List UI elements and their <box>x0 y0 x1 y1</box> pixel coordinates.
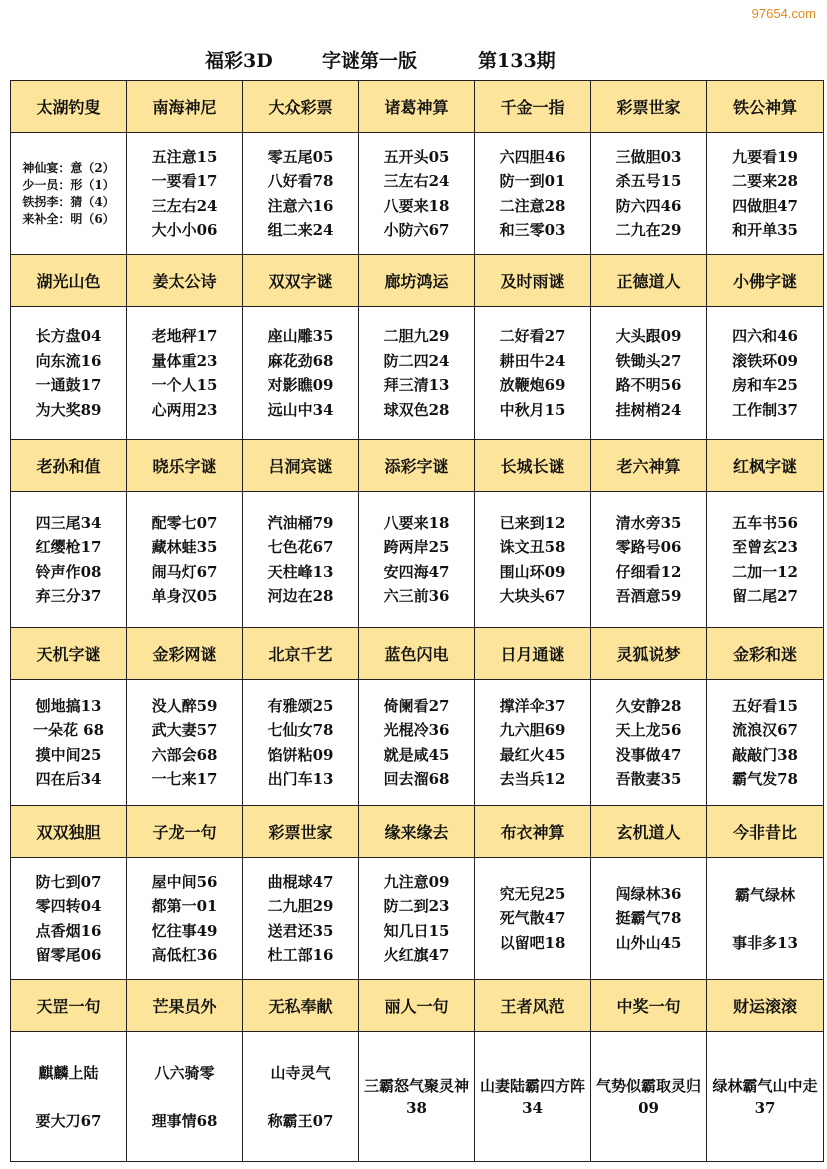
content-row <box>11 492 824 628</box>
riddle-line: 摸中间25 <box>35 745 102 764</box>
riddle-line: 汽油桶79 <box>267 513 334 532</box>
column-header: 南海神尼 <box>127 81 243 133</box>
riddle-line: 挺霸气78 <box>615 909 682 928</box>
riddle-line: 一要看17 <box>151 172 218 190</box>
column-header: 中奖一句 <box>591 980 707 1032</box>
riddle-line: 七仙女78 <box>267 721 334 739</box>
riddle-line: 回去溜68 <box>383 770 450 788</box>
riddle-line: 二好看27 <box>499 327 566 345</box>
riddle-line: 留零尾06 <box>35 946 102 964</box>
title-issue: 第133期 <box>478 50 556 72</box>
riddle-cell <box>591 492 707 628</box>
riddle-line: 老地秤17 <box>151 327 218 345</box>
riddle-line: 河边在28 <box>267 587 334 605</box>
riddle-line: 留二尾27 <box>732 587 798 605</box>
column-header: 红枫字谜 <box>707 440 824 492</box>
riddle-cell <box>359 680 475 806</box>
riddle-line: 二要来28 <box>732 172 798 190</box>
riddle-line: 究无兒25 <box>499 884 566 903</box>
riddle-line: 九六胆69 <box>499 721 566 739</box>
riddle-cell <box>707 858 824 980</box>
riddle-cell <box>127 307 243 440</box>
riddle-line: 送君还35 <box>267 921 334 940</box>
riddle-line: 麻花劲68 <box>267 351 334 370</box>
column-header: 湖光山色 <box>11 255 127 307</box>
column-header: 芒果员外 <box>127 980 243 1032</box>
riddle-line: 忆往事49 <box>151 921 218 940</box>
riddle-cell <box>243 492 359 628</box>
riddle-line: 组二来24 <box>267 221 334 239</box>
riddle-line: 一通鼓17 <box>35 376 102 394</box>
column-header: 铁公神算 <box>707 81 824 133</box>
column-header: 晓乐字谜 <box>127 440 243 492</box>
riddle-line: 刨地搞13 <box>35 696 102 715</box>
riddle-cell <box>475 680 591 806</box>
column-header: 正德道人 <box>591 255 707 307</box>
riddle-line: 撑洋伞37 <box>499 696 566 715</box>
riddle-line: 去当兵12 <box>499 770 566 788</box>
riddle-line: 滚铁环09 <box>732 351 798 370</box>
riddle-line: 围山环09 <box>499 562 566 581</box>
riddle-line: 大块头67 <box>499 587 566 605</box>
column-header: 吕洞宾谜 <box>243 440 359 492</box>
column-header: 太湖钓叟 <box>11 81 127 133</box>
riddle-line: 六三前36 <box>383 587 450 605</box>
riddle-cell <box>591 1032 707 1162</box>
riddle-line: 一七来17 <box>151 770 218 788</box>
riddle-line: 二胆九29 <box>383 327 450 345</box>
riddle-cell <box>359 858 475 980</box>
riddle-line: 三做胆03 <box>615 147 682 166</box>
riddle-line: 至曾玄23 <box>732 538 798 556</box>
riddle-line: 流浪汉67 <box>732 721 798 739</box>
riddle-line: 七色花67 <box>267 538 334 556</box>
riddle-line: 零路号06 <box>615 538 682 556</box>
riddle-line: 大头跟09 <box>615 327 682 345</box>
column-header: 无私奉献 <box>243 980 359 1032</box>
riddle-line: 称霸王07 <box>267 1111 334 1130</box>
riddle-cell <box>359 1032 475 1162</box>
riddle-line: 路不明56 <box>615 376 682 394</box>
riddle-line: 事非多13 <box>732 933 798 952</box>
riddle-line: 二注意28 <box>499 196 566 215</box>
riddle-line: 一朵花 68 <box>32 721 105 739</box>
riddle-line: 四三尾34 <box>35 513 102 532</box>
riddle-line: 和开单35 <box>732 221 798 239</box>
riddle-cell <box>591 858 707 980</box>
riddle-line: 小防六67 <box>383 221 450 239</box>
riddle-line: 配零七07 <box>151 513 218 532</box>
riddle-line: 二九在29 <box>615 221 682 239</box>
column-header: 北京千艺 <box>243 628 359 680</box>
riddle-line: 吾散妻35 <box>615 770 682 788</box>
riddle-cell <box>11 307 127 440</box>
riddle-line: 天柱峰13 <box>267 562 334 581</box>
riddle-line: 敲敲门38 <box>732 745 798 764</box>
riddle-line: 挂树梢24 <box>615 400 682 419</box>
page-title <box>0 46 827 76</box>
riddle-line: 三左右24 <box>151 196 218 215</box>
riddle-line: 九要看19 <box>732 147 798 166</box>
column-header: 千金一指 <box>475 81 591 133</box>
riddle-cell <box>359 133 475 255</box>
title-lottery: 福彩3D <box>205 50 273 72</box>
riddle-line: 最红火45 <box>499 745 566 764</box>
column-header: 天罡一句 <box>11 980 127 1032</box>
riddle-line: 八要来18 <box>383 513 450 532</box>
riddle-table <box>10 80 824 1162</box>
riddle-line: 曲棍球47 <box>267 872 334 891</box>
riddle-line: 馅饼粘09 <box>267 745 334 764</box>
riddle-cell <box>243 1032 359 1162</box>
riddle-line: 跨两岸25 <box>383 538 450 556</box>
riddle-line: 九注意09 <box>383 872 450 891</box>
riddle-line: 五注意15 <box>151 147 218 166</box>
riddle-line: 清水旁35 <box>615 513 682 532</box>
riddle-line: 四做胆47 <box>732 196 798 215</box>
riddle-line: 三左右24 <box>383 172 450 190</box>
riddle-line: 中秋月15 <box>499 400 566 419</box>
riddle-cell <box>11 680 127 806</box>
column-header: 金彩和迷 <box>707 628 824 680</box>
riddle-line: 四在后34 <box>35 770 102 788</box>
riddle-line: 铁锄头27 <box>615 351 682 370</box>
riddle-cell <box>707 492 824 628</box>
title-edition: 字谜第一版 <box>322 50 418 72</box>
riddle-line: 八好看78 <box>267 172 334 190</box>
riddle-line: 零五尾05 <box>267 147 334 166</box>
content-row <box>11 680 824 806</box>
riddle-line: 八要来18 <box>383 196 450 215</box>
riddle-line: 山妻陆霸四方阵34 <box>479 1076 585 1117</box>
riddle-cell <box>707 307 824 440</box>
riddle-line: 量体重23 <box>151 351 218 370</box>
column-header: 及时雨谜 <box>475 255 591 307</box>
riddle-line: 为大奖89 <box>35 400 102 419</box>
riddle-cell <box>11 858 127 980</box>
riddle-line: 防七到07 <box>35 872 102 891</box>
riddle-line: 放鞭炮69 <box>499 376 566 394</box>
riddle-cell <box>243 858 359 980</box>
content-row <box>11 307 824 440</box>
riddle-cell <box>127 680 243 806</box>
riddle-line: 来补全：明（6） <box>22 211 115 226</box>
riddle-line: 拜三清13 <box>383 376 450 394</box>
riddle-line: 有雅颂25 <box>267 696 334 715</box>
riddle-line: 二九胆29 <box>267 897 334 915</box>
riddle-cell <box>591 680 707 806</box>
column-header: 财运滚滚 <box>707 980 824 1032</box>
riddle-line: 就是咸45 <box>383 745 450 764</box>
riddle-line: 座山雕35 <box>267 327 334 345</box>
riddle-cell <box>475 858 591 980</box>
riddle-line: 知几日15 <box>383 921 450 940</box>
riddle-line: 八六骑零 <box>154 1063 215 1082</box>
riddle-line: 房和车25 <box>732 376 798 394</box>
column-header: 今非昔比 <box>707 806 824 858</box>
riddle-line: 球双色28 <box>383 400 450 419</box>
riddle-line: 都第一01 <box>151 897 218 915</box>
riddle-cell <box>127 492 243 628</box>
header-row <box>11 440 824 492</box>
riddle-cell <box>127 133 243 255</box>
riddle-line: 五好看15 <box>732 696 798 715</box>
riddle-line: 屋中间56 <box>151 872 218 891</box>
riddle-line: 杀五号15 <box>615 172 682 190</box>
riddle-cell <box>243 680 359 806</box>
riddle-line: 五车书56 <box>732 513 798 532</box>
column-header: 日月通谜 <box>475 628 591 680</box>
riddle-line: 五开头05 <box>383 147 450 166</box>
column-header: 子龙一句 <box>127 806 243 858</box>
column-header: 添彩字谜 <box>359 440 475 492</box>
riddle-line: 防六四46 <box>615 196 682 215</box>
riddle-cell <box>11 133 127 255</box>
riddle-line: 吾酒意59 <box>615 587 682 605</box>
riddle-line: 点香烟16 <box>35 921 102 940</box>
column-header: 布衣神算 <box>475 806 591 858</box>
riddle-line: 闹马灯67 <box>151 562 218 581</box>
column-header: 玄机道人 <box>591 806 707 858</box>
column-header: 丽人一句 <box>359 980 475 1032</box>
riddle-line: 安四海47 <box>383 562 450 581</box>
column-header: 小佛字谜 <box>707 255 824 307</box>
riddle-line: 死气散47 <box>499 909 566 928</box>
riddle-line: 工作制37 <box>732 400 798 419</box>
column-header: 老六神算 <box>591 440 707 492</box>
riddle-cell <box>127 1032 243 1162</box>
riddle-line: 天上龙56 <box>615 721 682 739</box>
riddle-line: 铁拐李：猜（4） <box>22 194 115 209</box>
riddle-line: 出门车13 <box>267 770 334 788</box>
riddle-cell <box>243 133 359 255</box>
riddle-cell <box>359 307 475 440</box>
riddle-line: 大小小06 <box>151 221 218 239</box>
riddle-cell <box>707 1032 824 1162</box>
column-header: 诸葛神算 <box>359 81 475 133</box>
riddle-line: 藏林蛙35 <box>151 538 218 556</box>
riddle-line: 神仙宴：意（2） <box>22 160 115 175</box>
riddle-line: 没人醉59 <box>151 696 218 715</box>
riddle-line: 霸气发78 <box>732 770 798 788</box>
riddle-cell <box>707 680 824 806</box>
riddle-line: 对影瞧09 <box>267 376 334 394</box>
content-row <box>11 1032 824 1162</box>
riddle-line: 防一到01 <box>499 172 566 190</box>
column-header: 长城长谜 <box>475 440 591 492</box>
riddle-cell <box>11 1032 127 1162</box>
header-row <box>11 628 824 680</box>
riddle-line: 铃声作08 <box>35 562 102 581</box>
riddle-line: 已来到12 <box>499 513 566 532</box>
riddle-line: 气势似霸取灵归09 <box>595 1076 701 1117</box>
column-header: 天机字谜 <box>11 628 127 680</box>
riddle-line: 武大妻57 <box>151 721 218 739</box>
column-header: 双双独胆 <box>11 806 127 858</box>
riddle-line: 零四转04 <box>35 897 102 915</box>
riddle-line: 诛文丑58 <box>499 538 566 556</box>
riddle-cell <box>127 858 243 980</box>
column-header: 缘来缘去 <box>359 806 475 858</box>
riddle-line: 红缨枪17 <box>35 538 102 556</box>
riddle-line: 以留吧18 <box>499 933 566 952</box>
riddle-line: 远山中34 <box>267 400 334 419</box>
column-header: 灵狐说梦 <box>591 628 707 680</box>
riddle-line: 杜工部16 <box>267 946 334 964</box>
riddle-line: 少一员：形（1） <box>22 177 115 192</box>
riddle-cell <box>707 133 824 255</box>
riddle-line: 六部会68 <box>151 745 218 764</box>
riddle-line: 绿林霸气山中走37 <box>712 1076 818 1117</box>
column-header: 彩票世家 <box>591 81 707 133</box>
riddle-line: 单身汉05 <box>151 587 218 605</box>
riddle-line: 高低杠36 <box>151 946 218 964</box>
riddle-line: 向东流16 <box>35 351 102 370</box>
riddle-line: 三霸怒气聚灵神38 <box>363 1076 469 1117</box>
content-row <box>11 133 824 255</box>
riddle-line: 霸气绿林 <box>734 885 795 904</box>
riddle-line: 倚阑看27 <box>383 696 450 715</box>
riddle-line: 仔细看12 <box>615 562 682 581</box>
riddle-line: 一个人15 <box>151 376 218 394</box>
riddle-line: 久安静28 <box>615 696 682 715</box>
riddle-line: 山外山45 <box>615 933 682 952</box>
riddle-cell <box>243 307 359 440</box>
riddle-cell <box>11 492 127 628</box>
column-header: 彩票世家 <box>243 806 359 858</box>
riddle-cell <box>475 492 591 628</box>
riddle-cell <box>475 1032 591 1162</box>
header-row <box>11 81 824 133</box>
riddle-cell <box>359 492 475 628</box>
riddle-line: 火红旗47 <box>383 946 450 964</box>
riddle-line: 山寺灵气 <box>270 1063 331 1082</box>
riddle-line: 弃三分37 <box>35 587 102 605</box>
riddle-line: 防二四24 <box>383 351 450 370</box>
header-row <box>11 255 824 307</box>
riddle-line: 光棍冷36 <box>383 721 450 739</box>
riddle-line: 理事情68 <box>151 1111 218 1130</box>
column-header: 金彩网谜 <box>127 628 243 680</box>
riddle-line: 四六和46 <box>732 327 798 345</box>
column-header: 双双字谜 <box>243 255 359 307</box>
riddle-cell <box>475 307 591 440</box>
riddle-line: 闯绿林36 <box>615 884 682 903</box>
column-header: 廊坊鸿运 <box>359 255 475 307</box>
riddle-cell <box>591 307 707 440</box>
column-header: 大众彩票 <box>243 81 359 133</box>
riddle-line: 二加一12 <box>732 562 798 581</box>
content-row <box>11 858 824 980</box>
riddle-cell <box>475 133 591 255</box>
column-header: 姜太公诗 <box>127 255 243 307</box>
riddle-line: 麒麟上陆 <box>38 1063 99 1082</box>
riddle-line: 防二到23 <box>383 897 450 915</box>
riddle-line: 长方盘04 <box>35 327 102 345</box>
header-row <box>11 806 824 858</box>
riddle-line: 心两用23 <box>151 400 218 419</box>
site-watermark: 97654.com <box>749 6 819 21</box>
riddle-line: 耕田牛24 <box>499 351 566 370</box>
riddle-line: 和三零03 <box>499 221 566 239</box>
header-row <box>11 980 824 1032</box>
riddle-line: 六四胆46 <box>499 147 566 166</box>
column-header: 老孙和值 <box>11 440 127 492</box>
column-header: 王者风范 <box>475 980 591 1032</box>
riddle-line: 注意六16 <box>267 196 334 215</box>
riddle-line: 要大刀67 <box>35 1111 102 1130</box>
column-header: 蓝色闪电 <box>359 628 475 680</box>
riddle-line: 没事做47 <box>615 745 682 764</box>
riddle-cell <box>591 133 707 255</box>
